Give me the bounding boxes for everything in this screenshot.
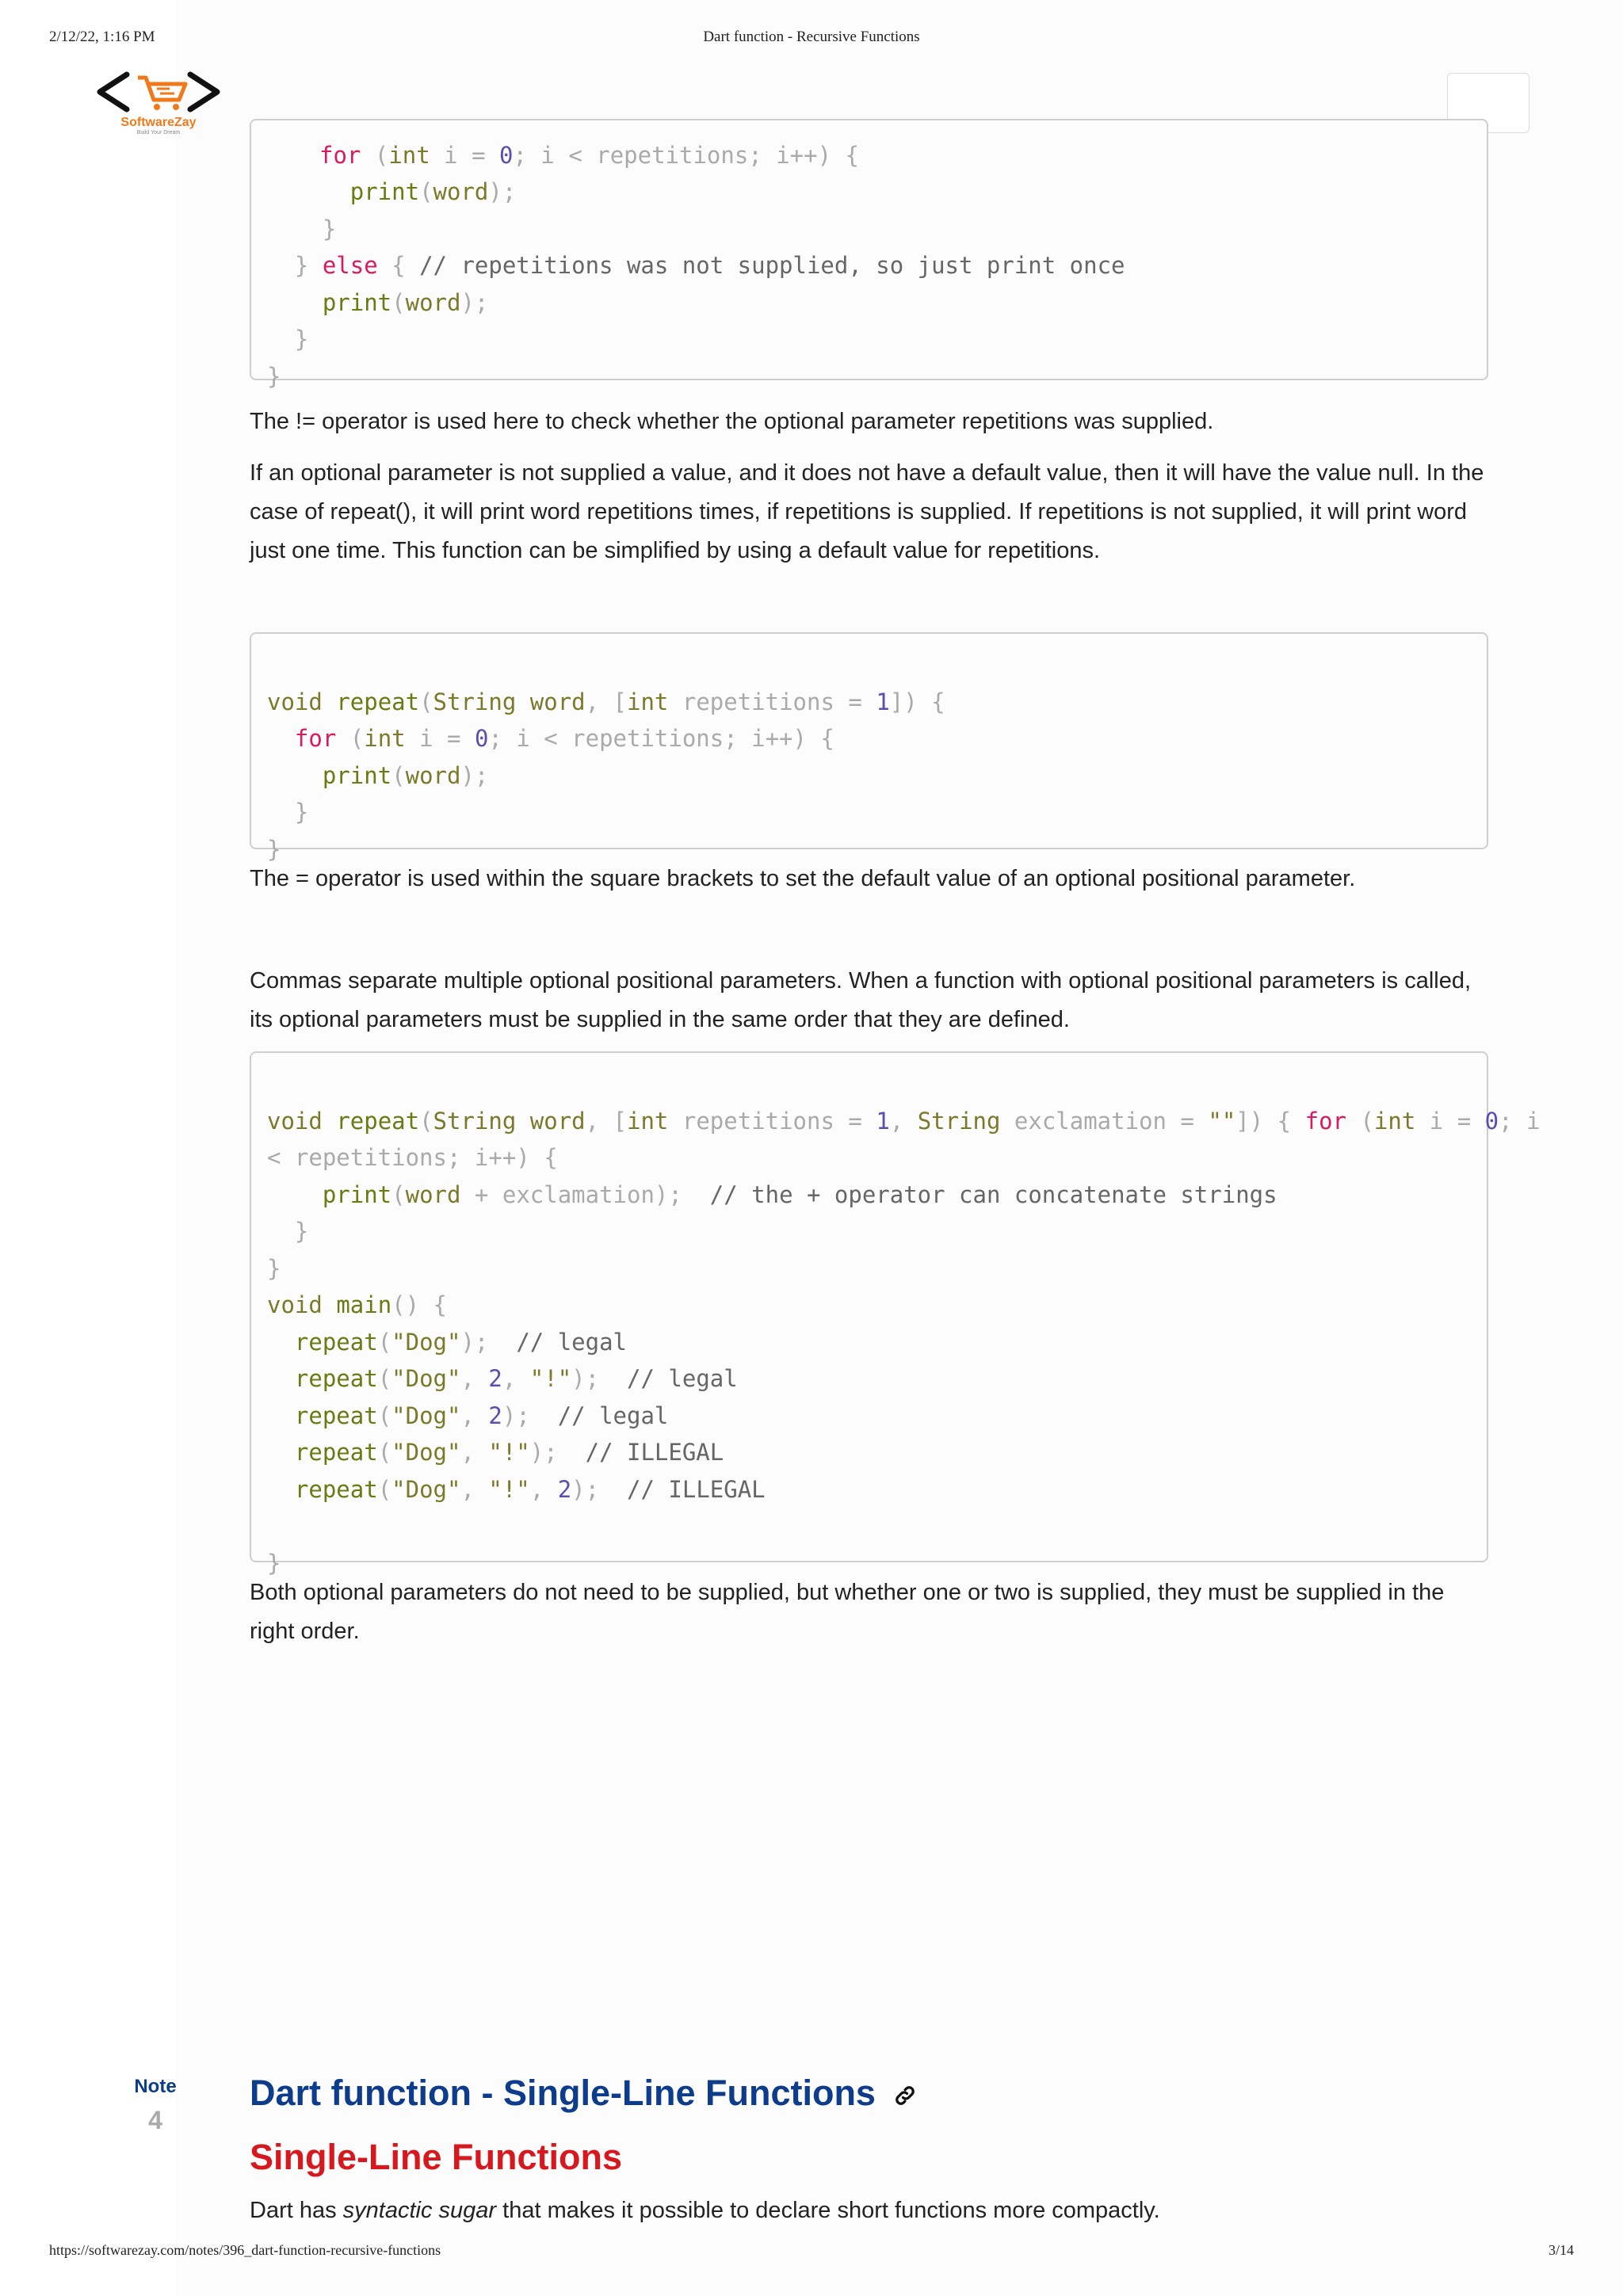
code-token: repeat xyxy=(294,1402,378,1429)
code-token: String xyxy=(917,1107,1001,1135)
code-line xyxy=(267,684,1471,721)
code-line xyxy=(267,211,1471,248)
code-line xyxy=(267,1324,1471,1361)
code-token: word xyxy=(405,761,461,789)
code-token: // repetitions was not supplied, so just print once xyxy=(419,252,1125,279)
code-token: i xyxy=(405,725,448,752)
paragraph-default-operator: The = operator is used within the square brackets to set the default value of an optional positional parameter. xyxy=(250,866,1356,891)
code-token: // ILLEGAL xyxy=(627,1475,766,1503)
code-token: repeat xyxy=(336,688,420,715)
print-page-number: 3/14 xyxy=(1548,2242,1574,2258)
code-token: String xyxy=(433,1107,517,1135)
code-token: < repetitions; i++ xyxy=(267,1144,517,1171)
code-token: // legal xyxy=(627,1365,738,1392)
print-header xyxy=(49,29,1574,51)
code-token: ; xyxy=(488,725,517,752)
code-token: 1 xyxy=(876,688,890,715)
code-token: // the + operator can concatenate strings xyxy=(709,1180,1277,1208)
code-token: ); xyxy=(460,761,489,789)
code-token: for xyxy=(319,141,361,169)
code-block-repeat-default xyxy=(250,632,1488,863)
code-token: } xyxy=(267,362,281,390)
code-token xyxy=(267,1329,295,1356)
code-line xyxy=(267,720,1471,757)
code-token: String xyxy=(433,688,517,715)
code-token: i xyxy=(1526,1107,1541,1135)
print-title: Dart function - Recursive Functions xyxy=(703,29,920,45)
code-token: ( xyxy=(391,288,406,316)
code-token xyxy=(267,1476,295,1503)
code-token: ( xyxy=(419,688,433,715)
section-heading-link[interactable] xyxy=(250,2073,917,2116)
code-token: "!" xyxy=(488,1439,530,1466)
code-token: word xyxy=(405,1180,461,1208)
code-token: = xyxy=(848,688,876,715)
code-line xyxy=(267,1434,1471,1471)
code-token: repeat xyxy=(294,1328,378,1356)
logo-tagline: Build Your Dream xyxy=(136,130,181,135)
code-token: ( xyxy=(377,1365,392,1392)
paragraph-optional-null: If an optional parameter is not supplied a value, and it does not have a default value, then it will have the value null. In the case of repeat(), it will print word repetitions times, if repetitions is supplied. If repetitions is not supplied, it will print word just one time. This function can be simplified by using a default value for repetitions. xyxy=(250,460,1484,563)
code-token: + xyxy=(460,1180,502,1208)
code-token: ( xyxy=(377,1328,392,1356)
code-token: int xyxy=(388,141,430,169)
code-token: i < repetitions; i++ xyxy=(516,725,793,752)
code-line xyxy=(267,174,1471,211)
code-token: ( xyxy=(377,1475,392,1503)
note-number: 4 xyxy=(148,2106,162,2134)
code-token: 2 xyxy=(557,1475,572,1503)
code-token: i xyxy=(430,141,472,169)
code-token: word xyxy=(405,288,461,316)
paragraph-text-after: that makes it possible to declare short functions more compactly. xyxy=(496,2198,1160,2223)
code-token: } xyxy=(267,1218,309,1245)
code-token: ( xyxy=(1346,1107,1374,1135)
code-token: i < repetitions; i++ xyxy=(540,141,818,169)
paragraph-emphasis: syntactic sugar xyxy=(342,2198,497,2223)
code-token: ( xyxy=(391,761,406,789)
code-token: int xyxy=(627,1107,669,1135)
code-token: ) { xyxy=(516,1144,558,1171)
logo-cart-icon xyxy=(94,68,223,117)
code-token: repeat xyxy=(294,1475,378,1503)
section-heading-text: Dart function - Single-Line Functions xyxy=(250,2073,876,2113)
code-token: ) { xyxy=(792,725,834,752)
code-token: , xyxy=(529,1475,558,1503)
code-token: , xyxy=(502,1365,530,1392)
link-icon[interactable] xyxy=(893,2075,917,2116)
code-token: } xyxy=(267,252,323,279)
code-token: , xyxy=(889,1107,918,1135)
note-label: Note xyxy=(134,2076,177,2097)
code-token: = xyxy=(447,725,475,752)
code-token: main xyxy=(336,1291,392,1318)
code-token: i xyxy=(1415,1107,1457,1135)
code-token: exclamation xyxy=(1000,1107,1181,1135)
code-token: int xyxy=(1373,1107,1416,1135)
code-token: // legal xyxy=(557,1402,669,1429)
code-token: ( xyxy=(419,178,433,205)
code-line xyxy=(267,284,1471,322)
code-token: 0 xyxy=(499,141,514,169)
code-token: ( xyxy=(336,725,365,752)
code-token: ( xyxy=(377,1402,392,1429)
code-token: 2 xyxy=(488,1402,502,1429)
code-token: word xyxy=(516,1107,586,1135)
code-token: repetitions xyxy=(668,688,849,715)
code-token xyxy=(267,1402,295,1429)
code-token: ) { xyxy=(817,141,859,169)
code-token: else xyxy=(322,252,378,279)
code-token: } xyxy=(267,326,309,353)
paragraph-commas: Commas separate multiple optional positional parameters. When a function with optional positional parameters is called, its optional parameters must be supplied in the same order that they are defined. xyxy=(250,968,1472,1032)
code-token: repetitions xyxy=(668,1107,849,1135)
code-token xyxy=(267,1439,295,1466)
code-line xyxy=(267,321,1471,358)
code-token: word xyxy=(433,178,489,205)
code-token: ); xyxy=(571,1475,628,1503)
print-date: 2/12/22, 1:16 PM xyxy=(49,29,155,45)
code-line xyxy=(267,757,1471,795)
code-token xyxy=(267,289,323,316)
code-token: , xyxy=(460,1439,489,1466)
code-token: int xyxy=(627,688,669,715)
code-token: = xyxy=(848,1107,876,1135)
code-line xyxy=(267,1398,1471,1435)
code-token: repeat xyxy=(294,1439,378,1466)
code-token: // legal xyxy=(516,1328,627,1356)
code-token: print xyxy=(322,761,392,789)
code-token: word xyxy=(516,688,586,715)
code-token: ( xyxy=(419,1107,433,1135)
paragraph-not-equal-operator: The != operator is used here to check whether the optional parameter repetitions was supplied. xyxy=(250,409,1214,434)
paragraph-order: Both optional parameters do not need to be supplied, but whether one or two is supplied, they must be supplied in the right order. xyxy=(250,1580,1445,1644)
code-token xyxy=(267,725,295,752)
code-token: exclamation xyxy=(502,1180,655,1208)
code-token: print xyxy=(322,288,392,316)
code-line xyxy=(267,1250,1471,1287)
code-token xyxy=(267,1181,323,1208)
code-token: "Dog" xyxy=(391,1475,461,1503)
code-token: ); xyxy=(460,288,489,316)
print-url: https://softwarezay.com/notes/396_dart-function-recursive-functions xyxy=(49,2242,441,2258)
code-token: repeat xyxy=(294,1365,378,1392)
code-token: , [ xyxy=(585,688,628,715)
subheading-single-line-functions: Single-Line Functions xyxy=(250,2137,622,2177)
code-token: = xyxy=(472,141,500,169)
code-token: { xyxy=(377,252,420,279)
code-token: = xyxy=(1457,1107,1485,1135)
code-line xyxy=(267,1213,1471,1250)
code-token: void xyxy=(267,688,337,715)
code-token: print xyxy=(349,178,420,205)
code-token: , xyxy=(460,1365,489,1392)
code-block-repeat-exclamation xyxy=(250,1051,1541,1577)
code-token: 0 xyxy=(1484,1107,1499,1135)
code-token: "Dog" xyxy=(391,1365,461,1392)
paragraph-text-before: Dart has xyxy=(250,2198,343,2223)
code-token: void xyxy=(267,1291,337,1318)
code-token: 1 xyxy=(876,1107,890,1135)
code-token: ( xyxy=(391,1180,406,1208)
code-line xyxy=(267,358,1471,395)
code-line xyxy=(267,1360,1471,1398)
code-token: } xyxy=(267,1549,281,1577)
code-token: "!" xyxy=(488,1475,530,1503)
code-token: int xyxy=(364,725,406,752)
code-token: for xyxy=(1304,1107,1346,1135)
code-token: , [ xyxy=(585,1107,628,1135)
code-token: ]) { xyxy=(1235,1107,1305,1135)
code-token: for xyxy=(294,725,337,752)
code-token: ); xyxy=(529,1439,586,1466)
code-block-repeat-optional xyxy=(250,119,1488,390)
code-token: } xyxy=(267,835,281,863)
code-line xyxy=(267,1508,1471,1545)
code-token: } xyxy=(267,215,337,242)
site-logo[interactable] xyxy=(94,68,223,136)
code-line xyxy=(267,1471,1471,1508)
code-token: 2 xyxy=(488,1365,502,1392)
code-line xyxy=(267,794,1471,831)
code-line xyxy=(267,1139,1471,1177)
code-line xyxy=(267,1103,1541,1140)
code-token xyxy=(267,762,323,789)
code-token: ); xyxy=(654,1180,710,1208)
logo-brand-name: SoftwareZay xyxy=(120,116,197,129)
code-token: repeat xyxy=(336,1107,420,1135)
code-token: "Dog" xyxy=(391,1402,461,1429)
code-token: } xyxy=(267,799,309,826)
code-token: ( xyxy=(361,141,389,169)
code-token: ; xyxy=(513,141,541,169)
print-footer xyxy=(49,2242,1574,2263)
code-token: 0 xyxy=(474,725,489,752)
code-token: ); xyxy=(488,178,517,205)
code-token: "Dog" xyxy=(391,1439,461,1466)
code-token: } xyxy=(267,1254,281,1282)
code-token: , xyxy=(460,1402,489,1429)
code-token: ); xyxy=(460,1328,517,1356)
code-token: "Dog" xyxy=(391,1328,461,1356)
code-line xyxy=(267,1177,1471,1214)
code-token: () { xyxy=(391,1291,447,1318)
code-token xyxy=(267,1365,295,1392)
code-token: void xyxy=(267,1107,337,1135)
code-token: ( xyxy=(377,1439,392,1466)
paragraph-syntactic-sugar xyxy=(250,2191,1488,2230)
code-token: ]) { xyxy=(889,688,945,715)
code-line xyxy=(267,137,1471,174)
code-token: = xyxy=(1180,1107,1209,1135)
code-line xyxy=(267,247,1471,284)
code-token: ); xyxy=(502,1402,558,1429)
code-token: ); xyxy=(571,1365,628,1392)
code-token: "!" xyxy=(529,1365,572,1392)
code-token: // ILLEGAL xyxy=(585,1439,724,1466)
code-line xyxy=(267,1287,1471,1324)
code-token: print xyxy=(322,1180,392,1208)
code-token: "" xyxy=(1208,1107,1236,1135)
code-token: ; xyxy=(1499,1107,1527,1135)
code-token xyxy=(267,178,350,205)
code-token: , xyxy=(460,1475,489,1503)
